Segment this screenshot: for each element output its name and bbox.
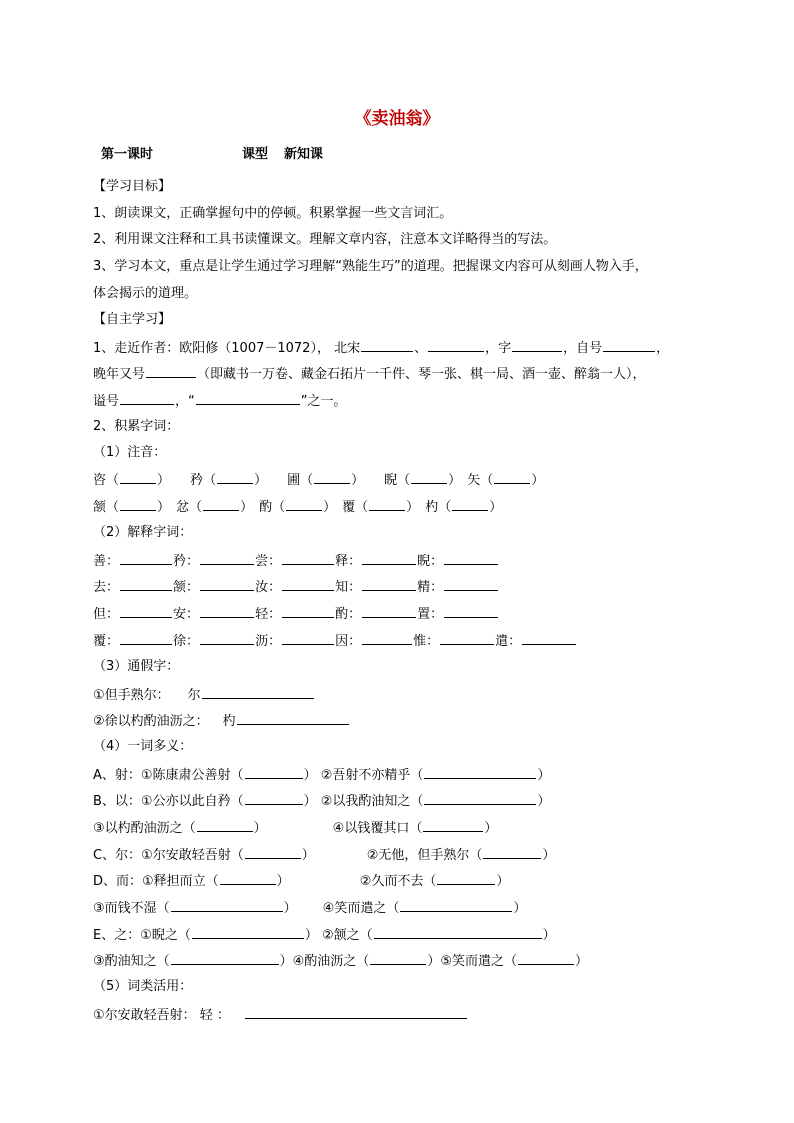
- objective-3-cont: 体会揭示的道理。: [93, 286, 198, 301]
- answer-blank[interactable]: [202, 685, 314, 699]
- lesson-type-label: 课型: [242, 147, 269, 162]
- polysemy-b2: ③以杓酌油沥之（ ） ④以钱覆其口（ ）: [93, 818, 497, 838]
- objective-3: 3、学习本文，重点是让学生通过学习理解“熟能生巧”的道理。把握课文内容可从刻画人物入手，: [93, 259, 648, 274]
- pronunciation-row-1: 咨（ ） 矜（ ） 圃（ ） 睨（ ） 矢（ ）: [93, 470, 544, 490]
- answer-blank[interactable]: [444, 551, 498, 565]
- polysemy-c: C、尔：①尔安敢轻吾射（ ） ②无他，但手熟尔（ ）: [93, 845, 555, 865]
- answer-blank[interactable]: [282, 551, 334, 565]
- answer-blank[interactable]: [444, 577, 498, 591]
- author-line-3: 谥号 ，“ ”之一。: [93, 391, 347, 411]
- lesson-type-value: 新知课: [284, 147, 324, 162]
- objective-2: 2、利用课文注释和工具书读懂课文。理解文章内容，注意本文详略得当的写法。: [93, 232, 557, 247]
- answer-blank[interactable]: [245, 791, 303, 805]
- answer-blank[interactable]: [361, 338, 413, 352]
- answer-blank[interactable]: [196, 391, 300, 405]
- answer-blank[interactable]: [512, 338, 562, 352]
- answer-blank[interactable]: [203, 497, 239, 511]
- answer-blank[interactable]: [282, 631, 334, 645]
- answer-blank[interactable]: [146, 364, 196, 378]
- polysemy-a: A、射：①陈康肃公善射（ ） ②吾射不亦精乎（ ）: [93, 765, 550, 785]
- answer-blank[interactable]: [437, 871, 495, 885]
- author-line-2: 晚年又号 （即藏书一万卷、藏金石拓片一千件、琴一张、棋一局、酒一壶、醉翁一人），: [93, 364, 646, 384]
- answer-blank[interactable]: [200, 631, 254, 645]
- wordclass-item-1: ①尔安敢轻吾射： 轻 ：: [93, 1005, 468, 1025]
- polysemy-d2: ③而钱不湿（ ） ④笑而遣之（ ）: [93, 898, 526, 918]
- explain-row-2: 去： 颔： 汝： 知： 精：: [93, 577, 499, 597]
- answer-blank[interactable]: [440, 631, 494, 645]
- polysemy-e: E、之：①睨之（ ） ②颔之（ ）: [93, 925, 556, 945]
- answer-blank[interactable]: [171, 898, 283, 912]
- answer-blank[interactable]: [370, 951, 426, 965]
- answer-blank[interactable]: [237, 711, 349, 725]
- answer-blank[interactable]: [120, 631, 172, 645]
- answer-blank[interactable]: [411, 470, 447, 484]
- answer-blank[interactable]: [362, 631, 412, 645]
- answer-blank[interactable]: [423, 818, 483, 832]
- answer-blank[interactable]: [518, 951, 574, 965]
- answer-blank[interactable]: [120, 551, 172, 565]
- answer-blank[interactable]: [282, 577, 334, 591]
- answer-blank[interactable]: [362, 577, 416, 591]
- answer-blank[interactable]: [362, 604, 416, 618]
- answer-blank[interactable]: [245, 765, 303, 779]
- answer-blank[interactable]: [245, 1005, 467, 1019]
- explain-row-1: 善： 矜： 尝： 释： 睨：: [93, 551, 499, 571]
- answer-blank[interactable]: [120, 497, 156, 511]
- explain-label: （2）解释字词：: [93, 525, 193, 540]
- answer-blank[interactable]: [369, 497, 405, 511]
- answer-blank[interactable]: [200, 551, 254, 565]
- answer-blank[interactable]: [171, 951, 279, 965]
- lesson-label: 第一课时: [101, 147, 154, 162]
- answer-blank[interactable]: [494, 470, 530, 484]
- answer-blank[interactable]: [200, 604, 254, 618]
- author-line-1: 1、走近作者：欧阳修（1007－1072）， 北宋 、 ，字 ，自号 ，: [93, 338, 669, 358]
- self-study-heading: 【自主学习】: [93, 312, 172, 327]
- answer-blank[interactable]: [424, 791, 536, 805]
- answer-blank[interactable]: [428, 338, 484, 352]
- polysemy-b: B、以：①公亦以此自矜（ ） ②以我酌油知之（ ）: [93, 791, 550, 811]
- answer-blank[interactable]: [120, 391, 174, 405]
- answer-blank[interactable]: [220, 871, 276, 885]
- answer-blank[interactable]: [444, 604, 498, 618]
- answer-blank[interactable]: [603, 338, 655, 352]
- explain-row-4: 覆： 徐： 沥： 因： 惟： 遣：: [93, 631, 577, 651]
- answer-blank[interactable]: [483, 845, 541, 859]
- tongjia-item-2: ②徐以杓酌油沥之： 杓: [93, 711, 350, 731]
- polysemy-e2: ③酌油知之（ ）④酌油沥之（ ）⑤笑而遣之（ ）: [93, 951, 588, 971]
- answer-blank[interactable]: [282, 604, 334, 618]
- answer-blank[interactable]: [522, 631, 576, 645]
- answer-blank[interactable]: [400, 898, 512, 912]
- answer-blank[interactable]: [200, 577, 254, 591]
- answer-blank[interactable]: [120, 470, 156, 484]
- answer-blank[interactable]: [120, 577, 172, 591]
- polysemy-label: （4）一词多义：: [93, 739, 193, 754]
- pronunciation-label: （1）注音：: [93, 445, 167, 460]
- wordclass-label: （5）词类活用：: [93, 979, 193, 994]
- polysemy-d: D、而：①释担而立（ ） ②久而不去（ ）: [93, 871, 509, 891]
- explain-row-3: 但： 安： 轻： 酌： 置：: [93, 604, 499, 624]
- tongjia-item-1: ①但手熟尔： 尔: [93, 685, 315, 705]
- vocab-heading: 2、积累字词：: [93, 419, 180, 434]
- answer-blank[interactable]: [362, 551, 416, 565]
- page-title: 《卖油翁》: [354, 109, 440, 129]
- objective-1: 1、朗读课文，正确掌握句中的停顿。积累掌握一些文言词汇。: [93, 206, 453, 221]
- answer-blank[interactable]: [197, 818, 253, 832]
- answer-blank[interactable]: [452, 497, 488, 511]
- tongjia-label: （3）通假字：: [93, 659, 180, 674]
- answer-blank[interactable]: [286, 497, 322, 511]
- answer-blank[interactable]: [374, 925, 542, 939]
- answer-blank[interactable]: [120, 604, 172, 618]
- answer-blank[interactable]: [314, 470, 350, 484]
- answer-blank[interactable]: [192, 925, 304, 939]
- answer-blank[interactable]: [217, 470, 253, 484]
- author-text: 1、走近作者：欧阳修（1007－1072）， 北宋: [93, 341, 361, 356]
- answer-blank[interactable]: [424, 765, 536, 779]
- objectives-heading: 【学习目标】: [93, 179, 172, 194]
- answer-blank[interactable]: [245, 845, 301, 859]
- pronunciation-row-2: 颔（ ） 忿（ ） 酌（ ） 覆（ ） 杓（ ）: [93, 497, 502, 517]
